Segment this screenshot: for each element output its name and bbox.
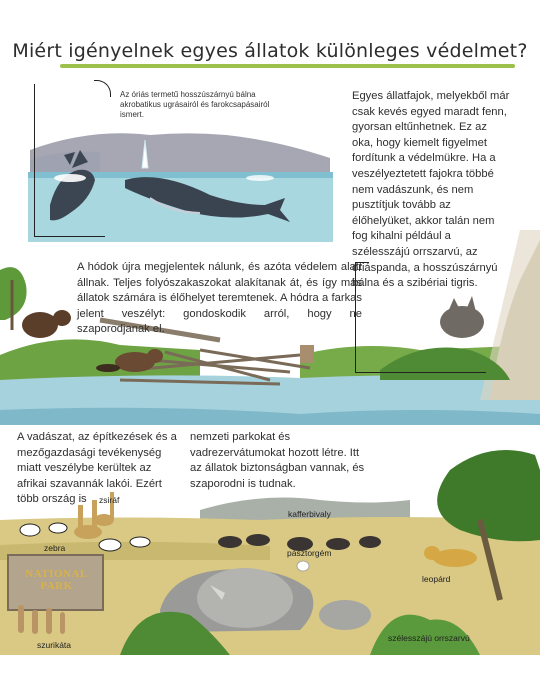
africa-text-left: A vadászat, az építkezések és a mezőgazdasági tevékenység miatt veszélybe kerültek az afrikai szavannák lakói. Ezért több ország is (17, 431, 177, 506)
africa-text-right: nemzeti parkokat és vadrezervátumokat hozott létre. Itt az állatok biztonságban vannak, és szaporodni is tudnak. (190, 431, 365, 490)
label-zsiraf: zsiráf (99, 495, 120, 505)
label-pasztorgem: pásztorgém (287, 548, 332, 558)
national-park-sign: NATIONAL PARK (25, 568, 88, 592)
page-title: Miért igényelnek egyes állatok különleges védelmet? (12, 40, 528, 62)
label-leopard: leopárd (422, 574, 451, 584)
label-zebra: zebra (44, 543, 66, 553)
label-szurikata: szurikáta (37, 640, 72, 650)
whale-caption: Az óriás termetű hosszúszárnyú bálna akrobatikus ugrásairól és farokcsapásairól ismert. (120, 90, 270, 119)
beaver-text: A hódok újra megjelentek nálunk, és azóta védelem alatt állnak. Teljes folyószakaszokat alakítanak át, és így más állatok számára is élőhelyet teremtenek. A hódra a farkas jelent veszélyt: gondoskodik arról, hogy ne szaporodjanak el. (77, 261, 362, 336)
label-kafferbivaly: kafferbivaly (288, 509, 331, 519)
intro-text: Egyes állatfajok, melyekből már csak kevés egyed maradt fenn, gyorsan eltűnhetnek. Ez az oka, hogy kiemelt figyelmet fordítunk a védelmükre. Ha a veszélyeztetett fajokra többé nem vadászunk, és nem pusztítjuk tovább az élőhelyüket, akkor talán nem fog kihalni például a szélesszájú orrszarvú, az óriáspanda, a hosszúszárnyú bálna és a szibériai tigris. (352, 90, 510, 290)
label-orrszarvu: szélesszájú orrszarvú (388, 633, 470, 643)
